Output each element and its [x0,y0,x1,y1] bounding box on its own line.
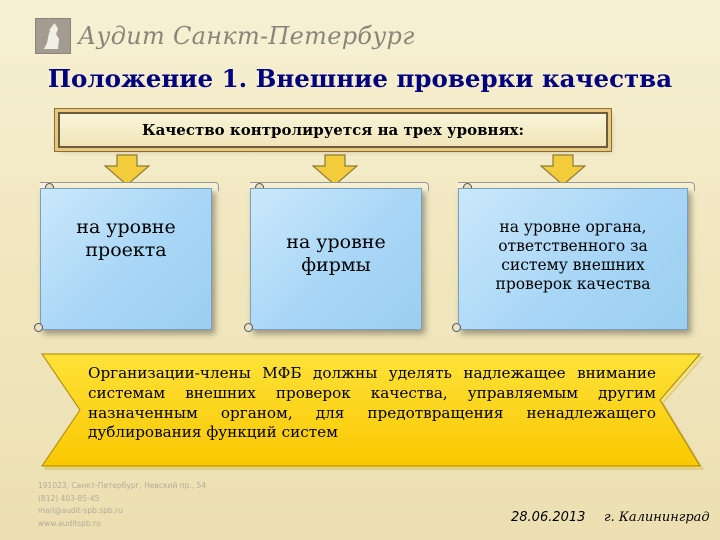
scroll-curl [244,323,253,332]
level-card-external-body [458,188,688,330]
statue-logo-icon [35,18,71,54]
brand-name: Аудит Санкт-Петербург [78,22,415,50]
level-line: на уровне органа, [499,218,647,237]
level-line: на уровне [286,230,386,253]
footer-date: 28.06.2013 [511,510,586,525]
email-line: mail@audit-spb.spb.ru [38,506,123,515]
level-card-project [40,188,212,330]
level-line: проверок качества [495,274,651,293]
level-line: на уровне [76,215,176,238]
scroll-curl [452,323,461,332]
level-card-firm [250,188,422,330]
level-line: ответственного за [498,237,648,256]
address-block [38,480,206,530]
scroll-curl [34,323,43,332]
footer-city: г. Калининград [604,510,710,525]
banner-text: Организации-члены МФБ должны уделять надлежащее внимание системам внешних проверок качества, управляемым другим назначенным органом, для предотвращения ненадлежащего дублирования функций систем [88,364,656,442]
phone-line: (812) 403-85-45 [38,493,100,503]
level-line: систему внешних [501,256,645,274]
level-line: проекта [85,239,167,261]
page-title: Положение 1. Внешние проверки качества [47,64,673,93]
levels-heading: Качество контролируется на трех уровнях: [141,121,525,139]
level-line: фирмы [301,254,371,276]
levels-heading-box [58,112,608,148]
address-line: 191023, Санкт-Петербург, Невский пр., 54 [38,481,207,490]
website-line: www.auditspb.ru [38,518,101,528]
